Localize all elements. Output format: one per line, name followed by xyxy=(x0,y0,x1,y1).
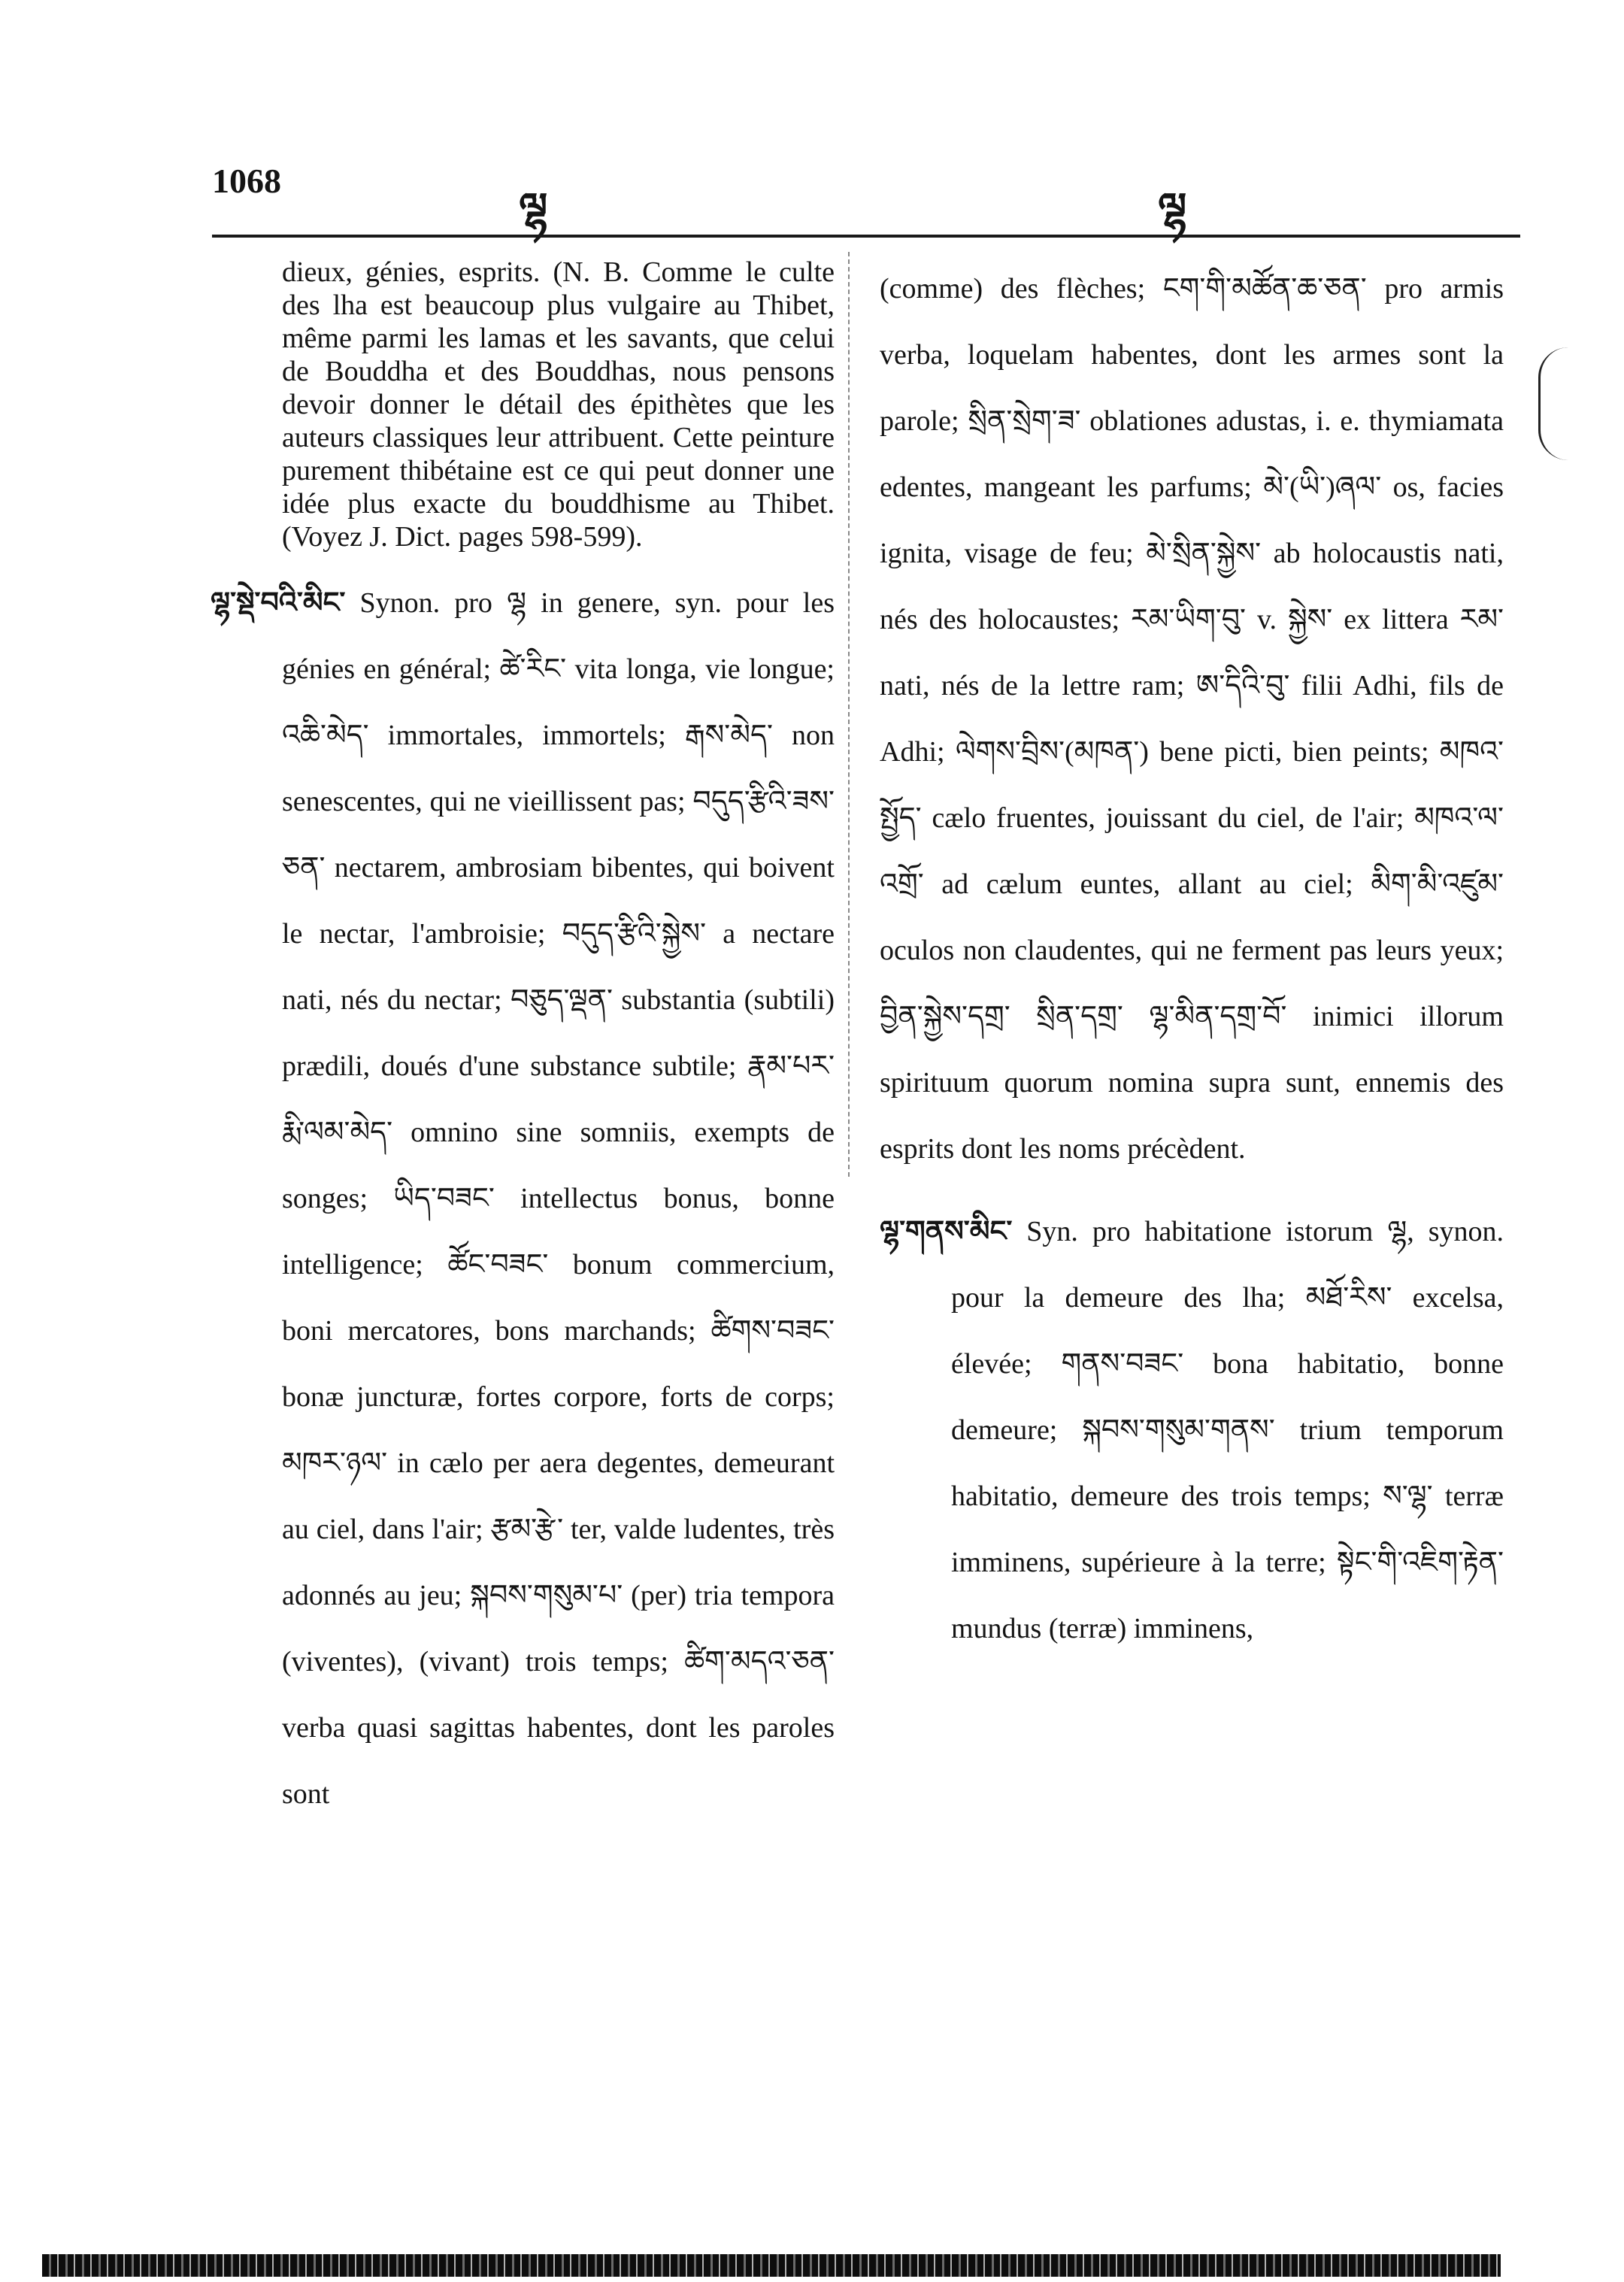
entry-body xyxy=(211,570,835,1827)
scan-edge-band xyxy=(42,2254,1501,2277)
left-continuation-text: dieux, génies, esprits. (N. B. Comme le culte des lha est beaucoup plus vulgaire au Thibet, même parmi les lamas et les savants, que celui de Bouddha et des Bouddhas, nous pensons devoir donner le détail des épithètes que les auteurs classiques leur attribuent. Cette peinture purement thibétaine est ce qui peut donner une idée plus exacte du bouddhisme au Thibet. (Voyez J. Dict. pages 598-599). xyxy=(282,256,835,553)
right-continuation-entry xyxy=(880,256,1504,1182)
page-number: 1068 xyxy=(212,162,281,200)
left-column xyxy=(211,256,835,1844)
dictionary-entry xyxy=(880,1199,1504,1662)
entry-headword: ལྷ་གནས་མིང་ xyxy=(880,1216,1013,1247)
entry-body xyxy=(880,1199,1504,1662)
running-head-right: ལྷ xyxy=(1158,183,1187,233)
right-continuation-text: (comme) des flèches; ངག་གི་མཚོན་ཆ་ཅན་ pro armis verba, loquelam habentes, dont les armes sont la parole; སྲིན་སྲེག་ཟ་ oblationes adustas, i. e. thymiamata edentes, mangeant les parfums; མེ་(ཡི་)ཞལ་ os, facies ignita, visage de feu; མེ་སྲིན་སྐྱེས་ ab holocaustis nati, nés des holocaustes; རམ་ཡིག་བུ་ v. སྐྱེས་ ex littera རམ་ nati, nés de la lettre ram; ཨ་དིའི་བུ་ filii Adhi, fils de Adhi; ལེགས་བྲིས་(མཁན་) bene picti, bien peints; མཁའ་སྤྱོད་ cælo fruentes, jouissant du ciel, de l'air; མཁའ་ལ་འགྲོ་ ad cælum euntes, allant au ciel; མིག་མི་འཛུམ་ oculos non claudentes, qui ne ferment pas leurs yeux; བྱིན་སྐྱེས་དགྲ་ སྲིན་དགྲ་ ལྷ་མིན་དགྲ་བོ་ inimici illorum spirituum quorum nomina supra sunt, ennemis des esprits dont les noms précèdent. xyxy=(880,273,1504,1165)
right-column xyxy=(880,256,1504,1678)
entry-headword: ལྷ་སྡེ་བའི་མིང་ xyxy=(211,587,346,619)
column-separator xyxy=(848,252,850,1177)
entry-definition: Synon. pro ལྷ in genere, syn. pour les génies en général; ཚེ་རིང་ vita longa, vie longue; འཆི་མེད་ immortales, immortels; རྒས་མེད་ non senescentes, qui ne vieillissent pas; བདུད་རྩིའི་ཟས་ཅན་ nectarem, ambrosiam bibentes, qui boivent le nectar, l'ambroisie; བདུད་རྩིའི་སྐྱེས་ a nectare nati, nés du nectar; བཅུད་ལྡན་ substantia (subtili) prædili, doués d'une substance subtile; རྣམ་པར་རྨི་ལམ་མེད་ omnino sine somniis, exempts de songes; ཡིད་བཟང་ intellectus bonus, bonne intelligence; ཚོང་བཟང་ bonum commercium, boni mercatores, bons marchands; ཚིགས་བཟང་ bonæ juncturæ, fortes corpore, forts de corps; མཁར་ཉལ་ in cælo per aera degentes, demeurant au ciel, dans l'air; རྩམ་རྩེ་ ter, valde ludentes, très adonnés au jeu; སྐབས་གསུམ་པ་ (per) tria tempora (viventes), (vivant) trois temps; ཚིག་མདའ་ཅན་ verba quasi sagittas habentes, dont les paroles sont xyxy=(282,587,835,1810)
left-continuation-entry xyxy=(211,256,835,553)
header-rule xyxy=(212,235,1520,238)
margin-mark xyxy=(1538,347,1577,460)
running-head-left: ལྷ xyxy=(519,183,548,233)
dictionary-entry xyxy=(211,570,835,1827)
entry-definition: Syn. pro habitatione istorum ལྷ, synon. pour la demeure des lha; མཐོ་རིས་ excelsa, élevée; གནས་བཟང་ bona habitatio, bonne demeure; སྐབས་གསུམ་གནས་ trium temporum habitatio, demeure des trois temps; ས་ལྷ་ terræ imminens, supérieure à la terre; སྟེང་གི་འཇིག་རྟེན་ mundus (terræ) imminens, xyxy=(951,1216,1504,1644)
